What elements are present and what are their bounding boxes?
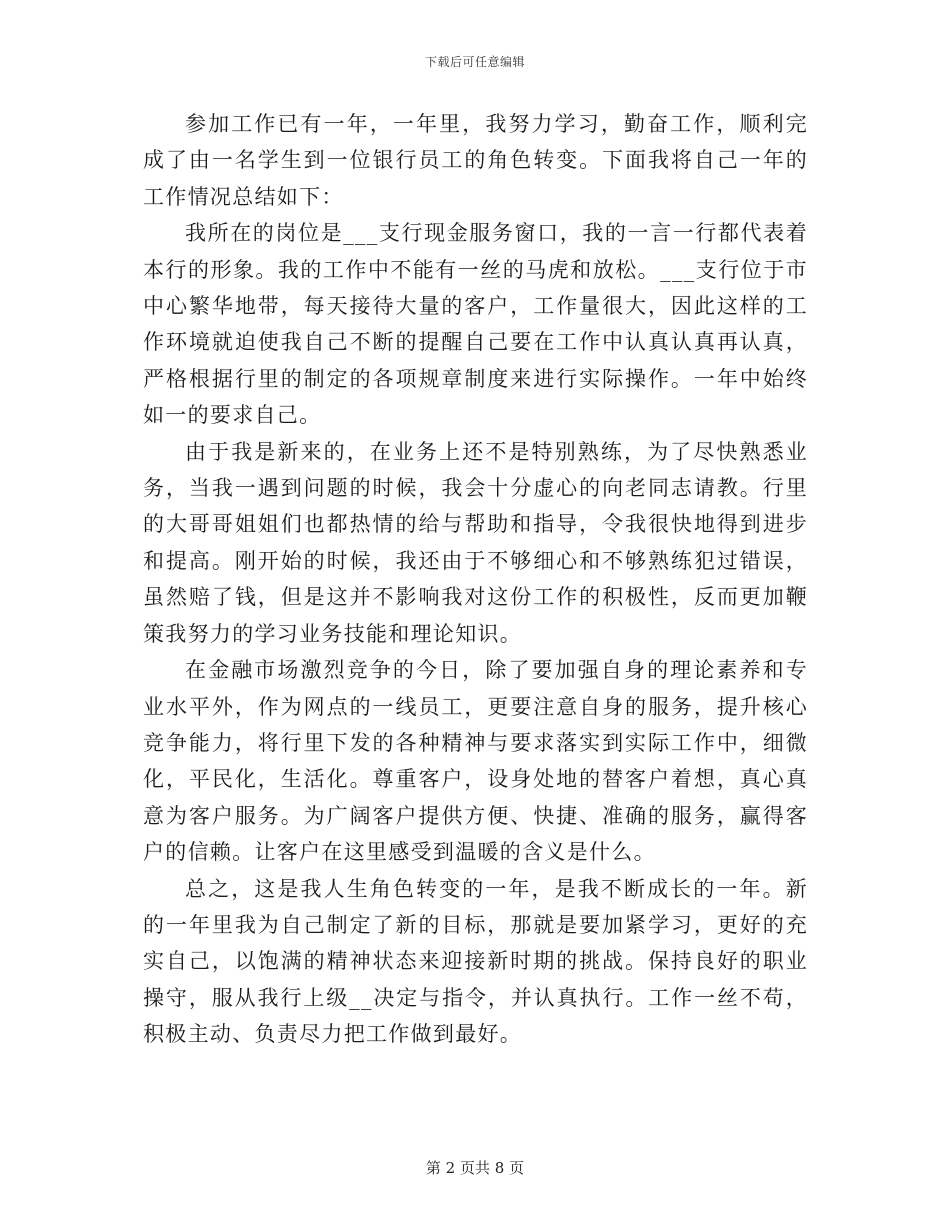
- paragraph-intro: 参加工作已有一年，一年里，我努力学习，勤奋工作，顺利完成了由一名学生到一位银行员工的角色转变。下面我将自己一年的工作情况总结如下：: [143, 112, 808, 209]
- paragraph-learning: 由于我是新来的，在业务上还不是特别熟练，为了尽快熟悉业务，当我一遇到问题的时候，我会十分虚心的向老同志请教。行里的大哥哥姐姐们也都热情的给与帮助和指导，令我很快地得到进步和提高。刚开始的时候，我还由于不够细心和不够熟练犯过错误，虽然赔了钱，但是这并不影响我对这份工作的积极性，反而更加鞭策我努力的学习业务技能和理论知识。: [143, 439, 808, 646]
- paragraph-service: 在金融市场激烈竞争的今日，除了要加强自身的理论素养和专业水平外，作为网点的一线员工，更要注意自身的服务，提升核心竞争能力，将行里下发的各种精神与要求落实到实际工作中，细微化，平民化，生活化。尊重客户，设身处地的替客户着想，真心真意为客户服务。为广阔客户提供方便、快捷、准确的服务，赢得客户的信赖。让客户在这里感受到温暖的含义是什么。: [143, 658, 808, 865]
- paragraph-position: 我所在的岗位是___支行现金服务窗口，我的一言一行都代表着本行的形象。我的工作中不能有一丝的马虎和放松。___支行位于市中心繁华地带，每天接待大量的客户，工作量很大，因此这样的工作环境就迫使我自己不断的提醒自己要在工作中认真认真再认真，严格根据行里的制定的各项规章制度来进行实际操作。一年中始终如一的要求自己。: [143, 221, 808, 428]
- paragraph-conclusion: 总之，这是我人生角色转变的一年，是我不断成长的一年。新的一年里我为自己制定了新的目标，那就是要加紧学习，更好的充实自己，以饱满的精神状态来迎接新时期的挑战。保持良好的职业操守，服从我行上级__决定与指令，并认真执行。工作一丝不苟，积极主动、负责尽力把工作做到最好。: [143, 876, 808, 1047]
- page-header-note: 下载后可任意编辑: [424, 55, 525, 69]
- page-number-footer: 第 2 页共 8 页: [425, 1159, 525, 1177]
- document-body: [143, 106, 808, 1053]
